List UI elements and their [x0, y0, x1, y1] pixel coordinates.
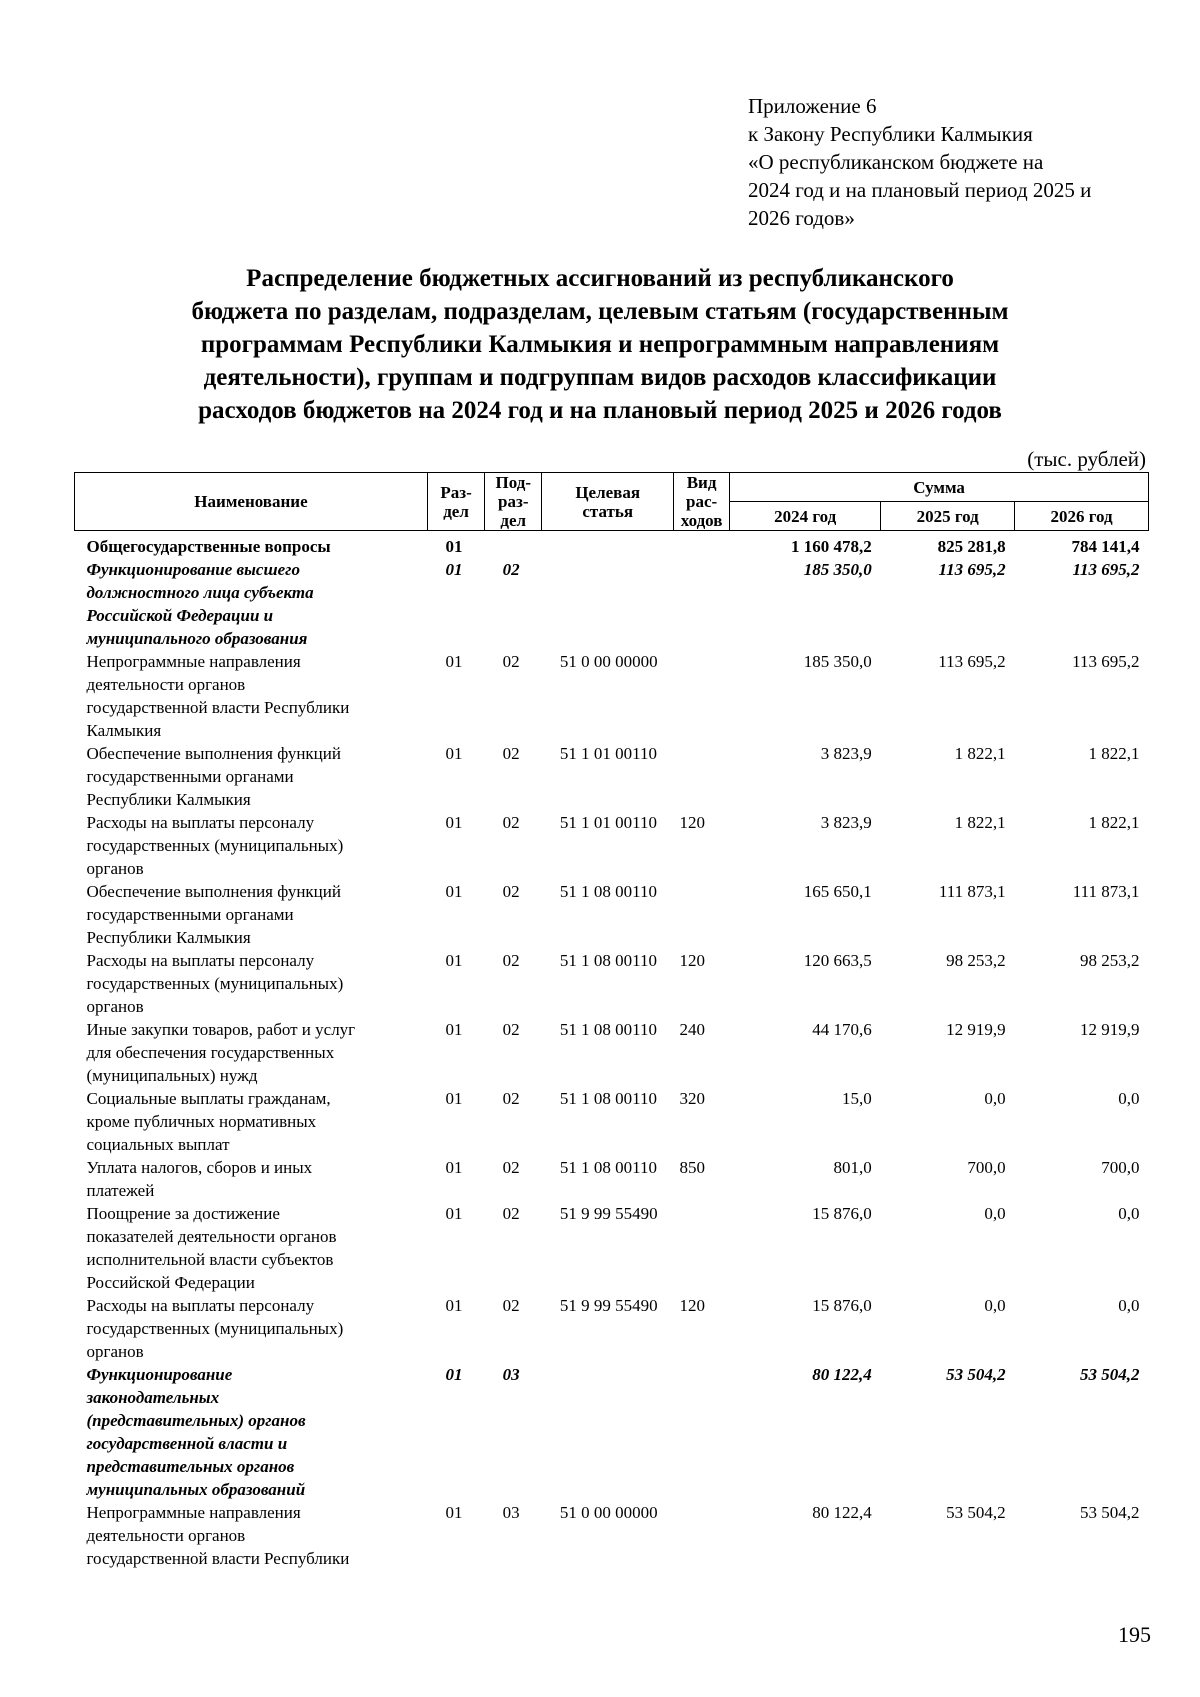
cell-subsection: 02 — [502, 1158, 520, 1177]
cell-kind — [674, 558, 730, 650]
cell-y2026: 98 253,2 — [1080, 951, 1140, 970]
cell-subsection: 02 — [502, 560, 520, 579]
cell-subsection: 03 — [502, 1365, 520, 1384]
cell-y2025: 53 504,2 — [946, 1503, 1006, 1522]
table-row — [75, 742, 1149, 811]
cell-y2024: 185 350,0 — [803, 652, 872, 671]
cell-section: 01 — [445, 652, 463, 671]
table-row — [75, 1156, 1149, 1202]
cell-section: 01 — [445, 744, 463, 763]
header-2026: 2026 год — [1015, 502, 1149, 531]
cell-target: 51 1 08 00110 — [559, 1089, 657, 1108]
cell-subsection: 02 — [502, 813, 520, 832]
cell-target: 51 1 08 00110 — [559, 1020, 657, 1039]
cell-target: 51 1 01 00110 — [559, 813, 657, 832]
cell-kind: 240 — [679, 1020, 706, 1039]
cell-y2025: 0,0 — [984, 1089, 1006, 1108]
cell-section: 01 — [445, 882, 463, 901]
cell-y2025: 53 504,2 — [946, 1365, 1006, 1384]
cell-name: Расходы на выплаты персоналу государственных (муниципальных) органов — [86, 951, 344, 1016]
title-line: Распределение бюджетных ассигнований из республиканского — [246, 265, 954, 292]
table-row — [75, 1363, 1149, 1501]
cell-name: Обеспечение выполнения функций государственными органами Республики Калмыкия — [86, 744, 341, 809]
header-2025: 2025 год — [881, 502, 1015, 531]
cell-name: Уплата налогов, сборов и иных платежей — [86, 1158, 313, 1200]
table-row — [75, 1501, 1149, 1570]
cell-y2024: 80 122,4 — [812, 1365, 872, 1384]
cell-kind: 120 — [679, 1296, 706, 1315]
cell-kind — [674, 880, 730, 949]
cell-y2024: 185 350,0 — [803, 560, 872, 579]
cell-target — [542, 558, 674, 650]
cell-y2026: 0,0 — [1118, 1296, 1140, 1315]
cell-subsection: 02 — [502, 1296, 520, 1315]
cell-y2026: 784 141,4 — [1071, 537, 1140, 556]
cell-y2026: 113 695,2 — [1072, 652, 1140, 671]
table-row — [75, 1202, 1149, 1294]
cell-section: 01 — [445, 1296, 463, 1315]
cell-subsection: 02 — [502, 652, 520, 671]
table-row — [75, 1087, 1149, 1156]
annex-line: «О республиканском бюджете на — [748, 150, 1044, 174]
cell-kind: 120 — [679, 951, 706, 970]
cell-name: Непрограммные направления деятельности органов государственной власти Республики Калмыкия — [86, 652, 350, 740]
cell-y2025: 0,0 — [984, 1296, 1006, 1315]
header-kind: Вид рас- ходов — [674, 473, 730, 531]
cell-y2024: 801,0 — [833, 1158, 872, 1177]
title-line: программам Республики Калмыкия и непрограммным направлениям — [200, 331, 1000, 358]
cell-y2026: 700,0 — [1101, 1158, 1140, 1177]
table-row — [75, 880, 1149, 949]
cell-y2024: 120 663,5 — [803, 951, 872, 970]
cell-y2024: 165 650,1 — [803, 882, 872, 901]
cell-y2026: 111 873,1 — [1072, 882, 1140, 901]
cell-y2025: 111 873,1 — [938, 882, 1006, 901]
cell-name: Общегосударственные вопросы — [86, 537, 331, 556]
cell-kind: 320 — [679, 1089, 706, 1108]
cell-section: 01 — [445, 560, 463, 579]
title-line: бюджета по разделам, подразделам, целевым статьям (государственным — [191, 298, 1009, 325]
budget-table — [74, 472, 1149, 1570]
cell-name: Непрограммные направления деятельности органов государственной власти Республики — [86, 1503, 350, 1568]
cell-y2024: 15,0 — [842, 1089, 872, 1108]
cell-target: 51 9 99 55490 — [559, 1204, 658, 1223]
cell-y2026: 113 695,2 — [1072, 560, 1140, 579]
cell-y2024: 1 160 478,2 — [791, 537, 872, 556]
cell-y2025: 1 822,1 — [954, 813, 1006, 832]
cell-name: Функционирование законодательных (представительных) органов государственной власти и представительных органов муниципальных образований — [86, 1365, 306, 1499]
cell-target: 51 1 08 00110 — [559, 1158, 657, 1177]
cell-y2025: 12 919,9 — [946, 1020, 1006, 1039]
cell-y2025: 825 281,8 — [937, 537, 1006, 556]
cell-y2024: 15 876,0 — [812, 1296, 872, 1315]
cell-name: Функционирование высшего должностного лица субъекта Российской Федерации и муниципального образования — [86, 560, 314, 648]
cell-name: Иные закупки товаров, работ и услуг для обеспечения государственных (муниципальных) нужд — [86, 1020, 356, 1085]
cell-target: 51 1 08 00110 — [559, 882, 657, 901]
cell-section: 01 — [445, 1089, 463, 1108]
cell-target: 51 9 99 55490 — [559, 1296, 658, 1315]
cell-kind — [674, 650, 730, 742]
table-row — [75, 811, 1149, 880]
cell-subsection: 02 — [502, 1204, 520, 1223]
annex-line: к Закону Республики Калмыкия — [748, 122, 1033, 146]
cell-subsection: 02 — [502, 882, 520, 901]
cell-section: 01 — [445, 1158, 463, 1177]
cell-section: 01 — [445, 1020, 463, 1039]
cell-target: 51 1 01 00110 — [559, 744, 657, 763]
cell-y2025: 113 695,2 — [938, 560, 1006, 579]
cell-target — [542, 531, 674, 559]
annex-line: Приложение 6 — [748, 94, 877, 118]
document-title — [150, 262, 1050, 427]
cell-target: 51 0 00 00000 — [559, 652, 658, 671]
cell-section: 01 — [445, 1365, 463, 1384]
cell-kind — [674, 531, 730, 559]
annex-header — [748, 92, 1168, 232]
cell-subsection: 02 — [502, 1020, 520, 1039]
table-row — [75, 531, 1149, 559]
cell-y2026: 12 919,9 — [1080, 1020, 1140, 1039]
cell-section: 01 — [445, 813, 463, 832]
table-row — [75, 650, 1149, 742]
cell-y2025: 98 253,2 — [946, 951, 1006, 970]
cell-y2026: 53 504,2 — [1080, 1503, 1140, 1522]
cell-kind — [674, 1363, 730, 1501]
annex-line: 2024 год и на плановый период 2025 и — [748, 178, 1092, 202]
cell-kind — [674, 1501, 730, 1570]
cell-target — [542, 1363, 674, 1501]
cell-y2026: 1 822,1 — [1088, 744, 1140, 763]
cell-target: 51 0 00 00000 — [559, 1503, 658, 1522]
cell-subsection: 02 — [502, 744, 520, 763]
title-line: расходов бюджетов на 2024 год и на плановый период 2025 и 2026 годов — [198, 397, 1002, 424]
table-row — [75, 949, 1149, 1018]
cell-name: Поощрение за достижение показателей деятельности органов исполнительной власти субъектов Российской Федерации — [86, 1204, 337, 1292]
unit-label: (тыс. рублей) — [1027, 447, 1146, 471]
cell-target: 51 1 08 00110 — [559, 951, 657, 970]
cell-section: 01 — [445, 1503, 463, 1522]
cell-subsection: 02 — [502, 951, 520, 970]
cell-y2025: 0,0 — [984, 1204, 1006, 1223]
cell-y2026: 53 504,2 — [1080, 1365, 1140, 1384]
header-subsection: Под- раз- дел — [485, 473, 542, 531]
table-row — [75, 1018, 1149, 1087]
cell-y2024: 3 823,9 — [820, 813, 872, 832]
annex-line: 2026 годов» — [748, 206, 855, 230]
table-row — [75, 1294, 1149, 1363]
cell-y2026: 1 822,1 — [1088, 813, 1140, 832]
cell-y2025: 700,0 — [967, 1158, 1006, 1177]
cell-section: 01 — [445, 951, 463, 970]
table-body — [75, 531, 1149, 1571]
cell-subsection — [485, 531, 542, 559]
header-section: Раз- дел — [427, 473, 484, 531]
header-sum: Сумма — [730, 473, 1149, 502]
header-name: Наименование — [75, 473, 428, 531]
cell-kind: 850 — [679, 1158, 706, 1177]
page-number: 195 — [1118, 1622, 1151, 1647]
header-2024: 2024 год — [730, 502, 881, 531]
header-target: Целевая статья — [542, 473, 674, 531]
cell-kind — [674, 742, 730, 811]
cell-y2024: 44 170,6 — [812, 1020, 872, 1039]
cell-y2025: 1 822,1 — [954, 744, 1006, 763]
cell-y2025: 113 695,2 — [938, 652, 1006, 671]
cell-name: Расходы на выплаты персоналу государственных (муниципальных) органов — [86, 813, 344, 878]
cell-y2024: 3 823,9 — [820, 744, 872, 763]
cell-y2026: 0,0 — [1118, 1089, 1140, 1108]
cell-kind: 120 — [679, 813, 706, 832]
cell-y2024: 15 876,0 — [812, 1204, 872, 1223]
table-row — [75, 558, 1149, 650]
cell-section: 01 — [445, 1204, 463, 1223]
cell-name: Расходы на выплаты персоналу государственных (муниципальных) органов — [86, 1296, 344, 1361]
cell-y2024: 80 122,4 — [812, 1503, 872, 1522]
title-line: деятельности), группам и подгруппам видов расходов классификации — [203, 364, 997, 391]
cell-y2026: 0,0 — [1118, 1204, 1140, 1223]
cell-name: Обеспечение выполнения функций государственными органами Республики Калмыкия — [86, 882, 341, 947]
cell-kind — [674, 1202, 730, 1294]
cell-subsection: 02 — [502, 1089, 520, 1108]
cell-section: 01 — [445, 537, 463, 556]
cell-subsection: 03 — [502, 1503, 520, 1522]
cell-name: Социальные выплаты гражданам, кроме публичных нормативных социальных выплат — [86, 1089, 331, 1154]
